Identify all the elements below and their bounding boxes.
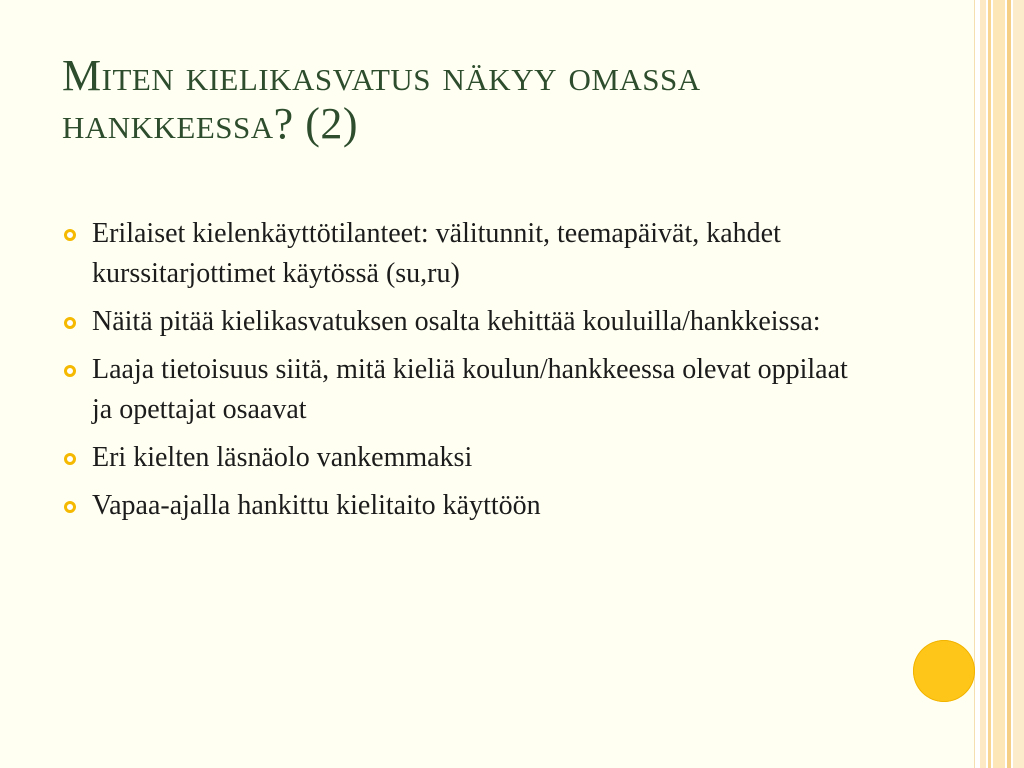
decorative-stripe: [980, 0, 986, 768]
slide-title: Miten kielikasvatus näkyy omassa hankkeessa? (2): [62, 51, 701, 148]
bullet-item: [64, 350, 864, 430]
bullet-item: [64, 486, 864, 526]
bullet-list: [64, 214, 864, 534]
bullet-text: Näitä pitää kielikasvatuksen osalta kehittää kouluilla/hankkeissa:: [92, 306, 821, 337]
bullet-item: [64, 438, 864, 478]
bullet-item: [64, 214, 864, 294]
ring-bullet-icon: [64, 317, 76, 329]
decorative-stripe: [1013, 0, 1024, 768]
bullet-text: Vapaa-ajalla hankittu kielitaito käyttöön: [92, 490, 541, 521]
decorative-stripe: [993, 0, 1005, 768]
bullet-text: Laaja tietoisuus siitä, mitä kieliä koulun/hankkeessa olevat oppilaat ja opettajat osaavat: [92, 354, 848, 425]
decorative-stripe: [1007, 0, 1011, 768]
ring-bullet-icon: [64, 229, 76, 241]
bullet-text: Erilaiset kielenkäyttötilanteet: välitunnit, teemapäivät, kahdet kurssitarjottimet käytössä (su,ru): [92, 218, 781, 289]
bullet-text: Eri kielten läsnäolo vankemmaksi: [92, 442, 473, 473]
decorative-stripe: [988, 0, 991, 768]
ring-bullet-icon: [64, 365, 76, 377]
ring-bullet-icon: [64, 453, 76, 465]
ring-bullet-icon: [64, 501, 76, 513]
bullet-item: [64, 302, 864, 342]
decorative-circle: [913, 640, 975, 702]
